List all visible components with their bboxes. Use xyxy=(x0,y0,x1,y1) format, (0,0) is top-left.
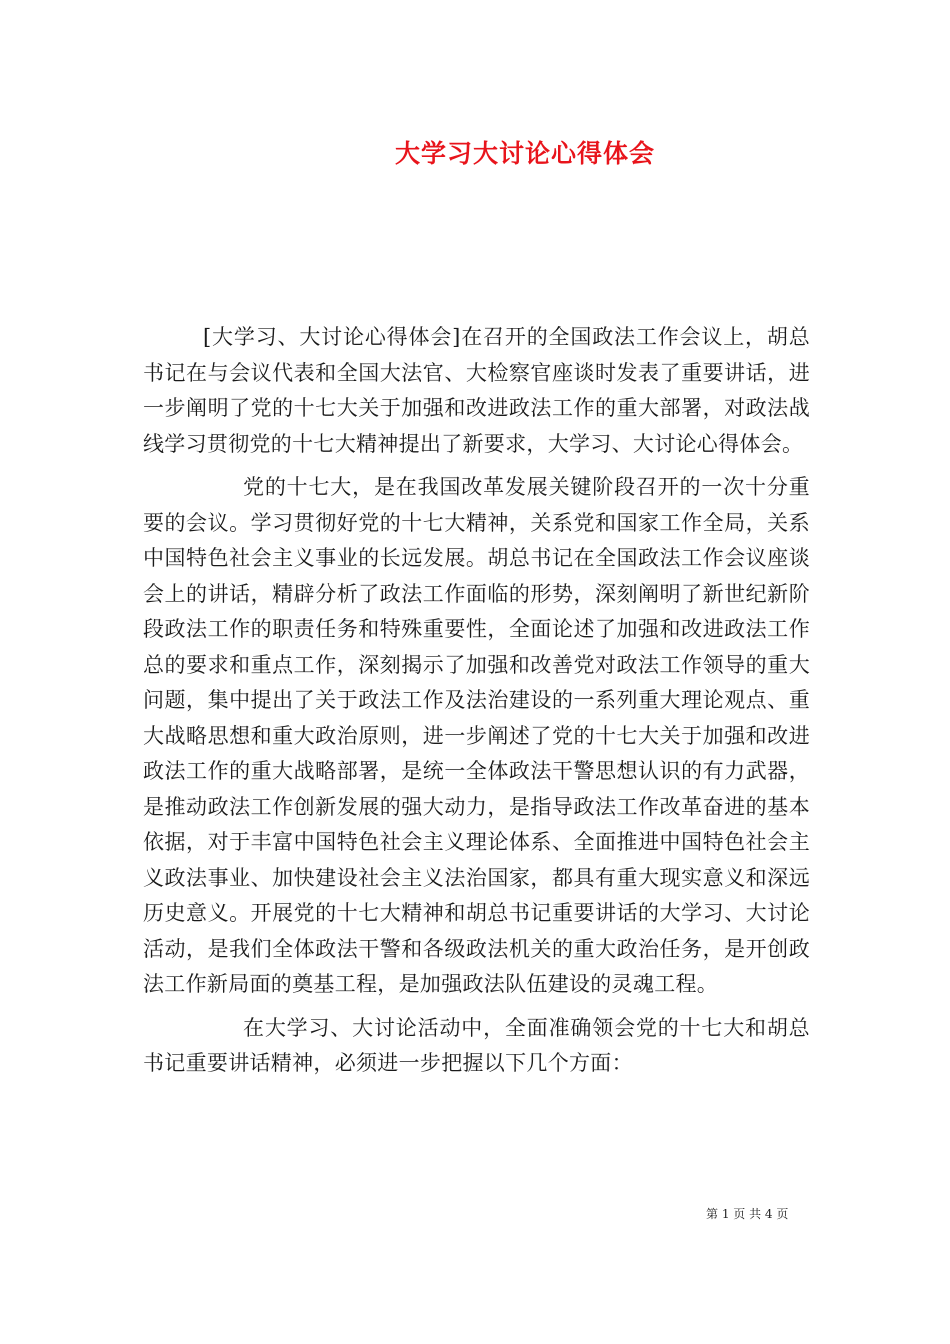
document-title: 大学习大讨论心得体会 xyxy=(394,139,655,168)
paragraph-1: [大学习、大讨论心得体会]在召开的全国政法工作会议上，胡总书记在与会议代表和全国大法官、大检察官座谈时发表了重要讲话，进一步阐明了党的十七大关于加强和改进政法工作的重大部署，对政法战线学习贯彻党的十七大精神提出了新要求，大学习、大讨论心得体会。 xyxy=(143,325,810,456)
paragraph-2: 党的十七大，是在我国改革发展关键阶段召开的一次十分重要的会议。学习贯彻好党的十七大精神，关系党和国家工作全局，关系中国特色社会主义事业的长远发展。胡总书记在全国政法工作会议座谈会上的讲话，精辟分析了政法工作面临的形势，深刻阐明了新世纪新阶段政法工作的职责任务和特殊重要性，全面论述了加强和改进政法工作总的要求和重点工作，深刻揭示了加强和改善党对政法工作领导的重大问题，集中提出了关于政法工作及法治建设的一系列重大理论观点、重大战略思想和重大政治原则，进一步阐述了党的十七大关于加强和改进政法工作的重大战略部署，是统一全体政法干警思想认识的有力武器，是推动政法工作创新发展的强大动力，是指导政法工作改革奋进的基本依据，对于丰富中国特色社会主义理论体系、全面推进中国特色社会主义政法事业、加快建设社会主义法治国家，都具有重大现实意义和深远历史意义。开展党的十七大精神和胡总书记重要讲话的大学习、大讨论活动，是我们全体政法干警和各级政法机关的重大政治任务，是开创政法工作新局面的奠基工程，是加强政法队伍建设的灵魂工程。 xyxy=(143,475,810,996)
page-number-footer: 第 1 页 共 4 页 xyxy=(706,1207,789,1221)
document-body xyxy=(143,320,810,1090)
paragraph-3: 在大学习、大讨论活动中，全面准确领会党的十七大和胡总书记重要讲话精神，必须进一步把握以下几个方面： xyxy=(143,1015,810,1075)
